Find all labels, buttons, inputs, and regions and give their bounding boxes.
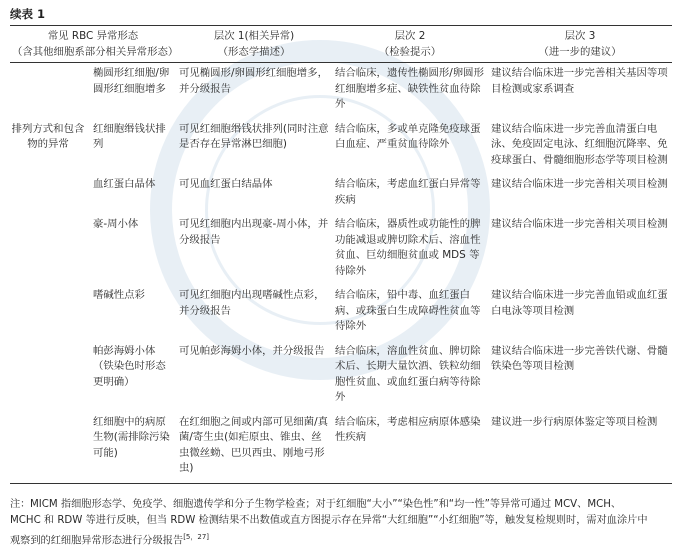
header-col2-line2: （检验提示） xyxy=(332,45,488,63)
row-level2: 结合临床，考虑血红蛋白异常等疾病 xyxy=(335,178,481,206)
table-row xyxy=(10,119,672,175)
table-row xyxy=(10,214,672,285)
footnote-line-2: MCHC 和 RDW 等进行反映，但当 RDW 检测结果不出数值或直方图提示存在异常“大红细胞”“小红细胞”等，触发复检规则时，需对血涂片中 xyxy=(10,515,648,526)
row-level3: 建议结合临床进一步完善血铅或血红蛋白电泳等项目检测 xyxy=(491,289,668,317)
row-level3: 建议结合临床进一步完善相关基因等项目检测或家系调查 xyxy=(491,67,668,95)
row-subtype: 红细胞缗钱状排列 xyxy=(93,122,166,150)
table-row xyxy=(10,341,672,412)
table-row xyxy=(10,412,672,484)
row-level3: 建议结合临床进一步完善血清蛋白电泳、免疫固定电泳、红细胞沉降率、免疫球蛋白、骨髓细胞形态学等项目检测 xyxy=(491,122,668,166)
row-level3: 建议进一步行病原体鉴定等项目检测 xyxy=(488,412,672,484)
table-row xyxy=(10,174,672,214)
footnote-reference: [5，27] xyxy=(183,533,210,541)
header-col1-line1: 层次 1(相关异常) xyxy=(176,26,332,45)
row-level3: 建议结合临床进一步完善铁代谢、骨髓铁染色等项目检测 xyxy=(491,344,668,372)
row-subtype: 豪-周小体 xyxy=(93,218,139,230)
row-level1: 可见帕彭海姆小体，并分级报告 xyxy=(179,344,325,357)
header-row-1 xyxy=(10,26,672,45)
table-caption: 续表 1 xyxy=(10,7,46,21)
row-level2: 结合临床，溶血性贫血、脾切除术后、长期大量饮酒、铁粒幼细胞性贫血、或血红蛋白病等待除外 xyxy=(335,344,481,403)
row-level2: 结合临床，铅中毒、血红蛋白病、或珠蛋白生成障碍性贫血等待除外 xyxy=(335,289,481,332)
category-cell: 排列方式和包含物的异常 xyxy=(11,122,85,150)
header-col3-line1: 层次 3 xyxy=(488,26,672,45)
row-subtype: 嗜碱性点彩 xyxy=(93,289,145,301)
header-col3-line2: （进一步的建议） xyxy=(488,45,672,63)
row-subtype: 帕彭海姆小体（铁染色时形态更明确） xyxy=(93,344,166,388)
header-row-2 xyxy=(10,45,672,63)
header-col0-line1: 常见 RBC 异常形态 xyxy=(10,26,176,45)
row-level3: 建议结合临床进一步完善相关项目检测 xyxy=(491,218,668,230)
table-row xyxy=(10,63,672,119)
table-row xyxy=(10,285,672,341)
header-col1-line2: （形态学描述） xyxy=(176,45,332,63)
row-level2: 结合临床，多或单克隆免疫球蛋白血症、严重贫血待除外 xyxy=(335,122,481,150)
footnote-prefix: 注： xyxy=(10,499,31,510)
row-level1: 可见椭圆形/卵圆形红细胞增多，并分级报告 xyxy=(179,67,328,95)
row-level1: 可见红细胞内出现豪-周小体，并分级报告 xyxy=(179,218,329,246)
row-level1: 可见血红蛋白结晶体 xyxy=(179,178,273,190)
row-level1: 在红细胞之间或内部可见细菌/真菌/寄生虫(如疟原虫、锥虫、丝虫微丝蚴、巴贝西虫、刚地弓形虫) xyxy=(176,412,332,484)
row-level1: 可见红细胞缗钱状排列(同时注意是否存在异常淋巴细胞) xyxy=(179,122,329,150)
row-level1: 可见红细胞内出现嗜碱性点彩，并分级报告 xyxy=(179,289,325,317)
row-subtype: 血红蛋白晶体 xyxy=(93,178,156,190)
rbc-morphology-table xyxy=(10,25,672,484)
header-col2-line1: 层次 2 xyxy=(332,26,488,45)
header-col0-line2: （含其他细胞系部分相关异常形态） xyxy=(10,45,176,63)
footnote-line-1: MICM 指细胞形态学、免疫学、细胞遗传学和分子生物学检查；对于红细胞“大小”“染色性”和“均一性”等异常可通过 MCV、MCH、 xyxy=(30,499,622,510)
row-level2: 结合临床，遗传性椭圆形/卵圆形红细胞增多症、缺铁性贫血待除外 xyxy=(335,67,484,110)
row-level2: 结合临床，考虑相应病原体感染性疾病 xyxy=(332,412,488,484)
row-level3: 建议结合临床进一步完善相关项目检测 xyxy=(491,178,668,190)
table-footnote xyxy=(10,497,672,549)
row-subtype: 红细胞中的病原生物(需排除污染可能) xyxy=(90,412,176,484)
row-level2: 结合临床，器质性或功能性的脾功能减退或脾切除术后、溶血性贫血、巨幼细胞贫血或 MDS 等待除外 xyxy=(335,218,481,277)
footnote-line-3: 观察到的红细胞异常形态进行分级报告 xyxy=(10,535,184,547)
row-subtype: 椭圆形红细胞/卵圆形红细胞增多 xyxy=(93,67,170,95)
